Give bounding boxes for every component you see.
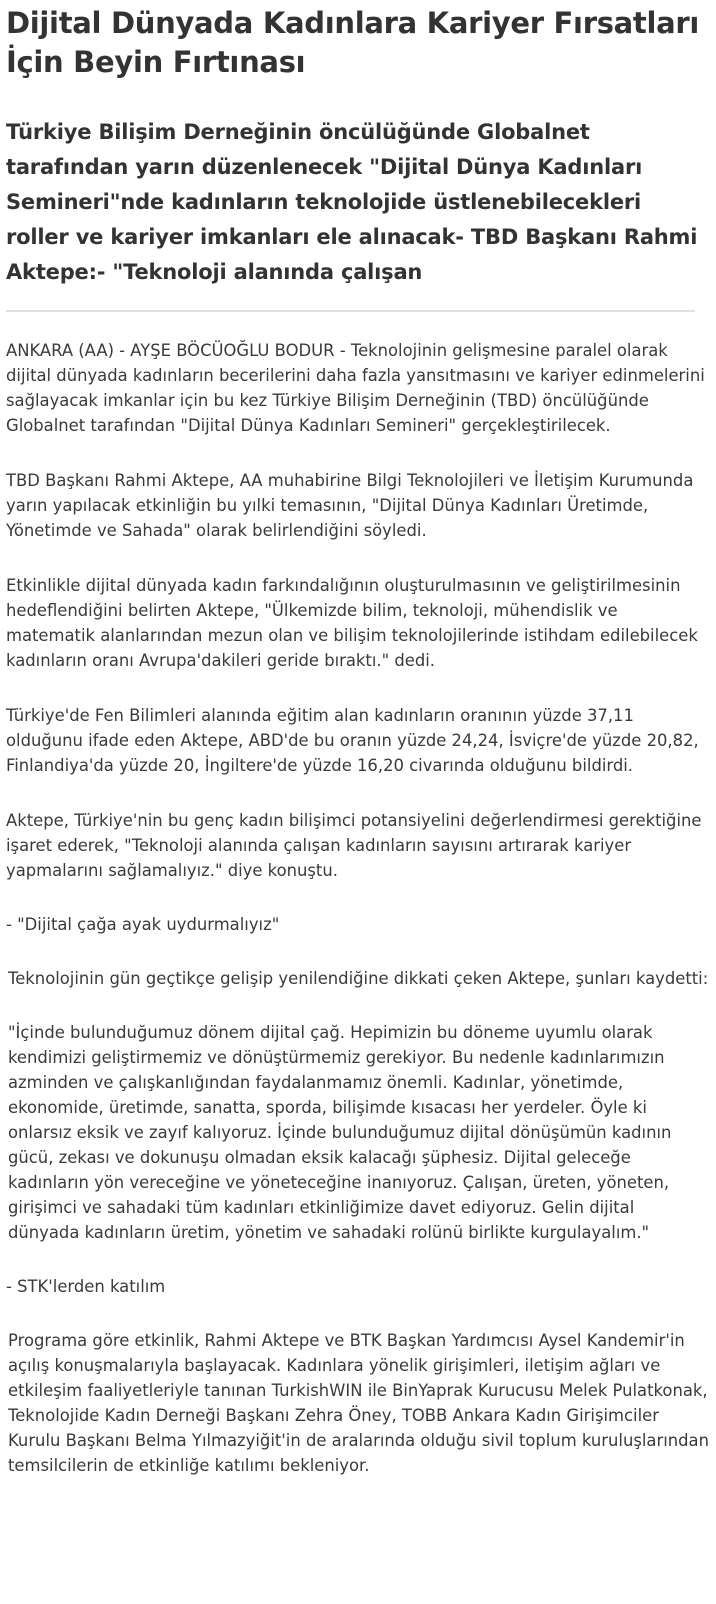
article-body [6, 338, 710, 1478]
paragraph: Programa göre etkinlik, Rahmi Aktepe ve BTK Başkan Yardımcısı Aysel Kandemir'in açılış konuşmalarıyla başlayacak. Kadınlara yönelik girişimleri, iletişim ağları ve etkileşim faaliyetleriyle tanınan TurkishWIN ile BinYaprak Kurucusu Melek Pulatkonak, Teknolojide Kadın Derneği Başkanı Zehra Öney, TOBB Ankara Kadın Girişimciler Kurulu Başkanı Belma Yılmazyiğit'in de aralarında olduğu sivil toplum kuruluşlarından temsilcilerin de etkinliğe katılımı bekleniyor. [8, 1331, 709, 1475]
divider [6, 310, 695, 312]
paragraph: TBD Başkanı Rahmi Aktepe, AA muhabirine Bilgi Teknolojileri ve İletişim Kurumunda yarın yapılacak etkinliğin bu yılki temasının, "Dijital Dünya Kadınları Üretimde, Yönetimde ve Sahada" olarak belirlendiğini söyledi. [6, 471, 694, 540]
subheading: - STK'lerden katılım [6, 1277, 166, 1296]
paragraph-intro: ANKARA (AA) - AYŞE BÖCÜOĞLU BODUR - Teknolojinin gelişmesine paralel olarak dijital dünyada kadınların becerilerini daha fazla yansıtmasını ve kariyer edinmelerini sağlayacak imkanlar için bu kez Türkiye Bilişim Derneğinin (TBD) öncülüğünde Globalnet tarafından "Dijital Dünya Kadınları Semineri" gerçekleştirilecek. [6, 341, 705, 435]
article-summary: Türkiye Bilişim Derneğinin öncülüğünde Globalnet tarafından yarın düzenlenecek "Dijital Dünya Kadınları Semineri"nde kadınların teknolojide üstlenebilecekleri roller ve kariyer imkanları ele alınacak- TBD Başkanı Rahmi Aktepe:- "Teknoloji alanında çalışan [6, 120, 698, 284]
paragraph: Etkinlikle dijital dünyada kadın farkındalığının oluşturulmasının ve geliştirilmesinin hedeflendiğini belirten Aktepe, "Ülkemizde bilim, teknoloji, mühendislik ve matematik alanlarından mezun olan ve bilişim teknolojilerinde istihdam edilebilecek kadınların oranı Avrupa'dakileri geride bıraktı." dedi. [6, 576, 698, 670]
paragraph: Türkiye'de Fen Bilimleri alanında eğitim alan kadınların oranının yüzde 37,11 olduğunu ifade eden Aktepe, ABD'de bu oranın yüzde 24,24, İsviçre'de yüzde 20,82, Finlandiya'da yüzde 20, İngiltere'de yüzde 16,20 civarında olduğunu bildirdi. [6, 706, 699, 775]
subheading: - "Dijital çağa ayak uydurmalıyız" [6, 915, 280, 934]
paragraph: Teknolojinin gün geçtikçe gelişip yenilendiğine dikkati çeken Aktepe, şunları kaydetti: [8, 969, 709, 988]
quote-paragraph: "İçinde bulunduğumuz dönem dijital çağ. Hepimizin bu döneme uyumlu olarak kendimizi geliştirmemiz ve dönüştürmemiz gerekiyor. Bu nedenle kadınlarımızın azminden ve çalışkanlığından faydalanmamız önemli. Kadınlar, yönetimde, ekonomide, üretimde, sanatta, sporda, bilişimde kısacası her yerdeler. Öyle ki onlarsız eksik ve zayıf kalıyoruz. İçinde bulunduğumuz dijital dönüşümün kadının gücü, zekası ve dokunuşu olmadan eksik kalacağı şüphesiz. Dijital geleceğe kadınların yön vereceğine ve yöneteceğine inanıyoruz. Çalışan, üreten, yöneten, girişimci ve sahadaki tüm kadınları etkinliğimize davet ediyoruz. Gelin dijital dünyada kadınların üretim, yönetim ve sahadaki rolünü birlikte kurgulayalım." [8, 1023, 672, 1242]
paragraph: Aktepe, Türkiye'nin bu genç kadın bilişimci potansiyelini değerlendirmesi gerektiğine işaret ederek, "Teknoloji alanında çalışan kadınların sayısını artırarak kariyer yapmalarını sağlamalıyız." diye konuştu. [6, 811, 702, 880]
article-title: Dijital Dünyada Kadınlara Kariyer Fırsatları İçin Beyin Fırtınası [6, 6, 700, 79]
